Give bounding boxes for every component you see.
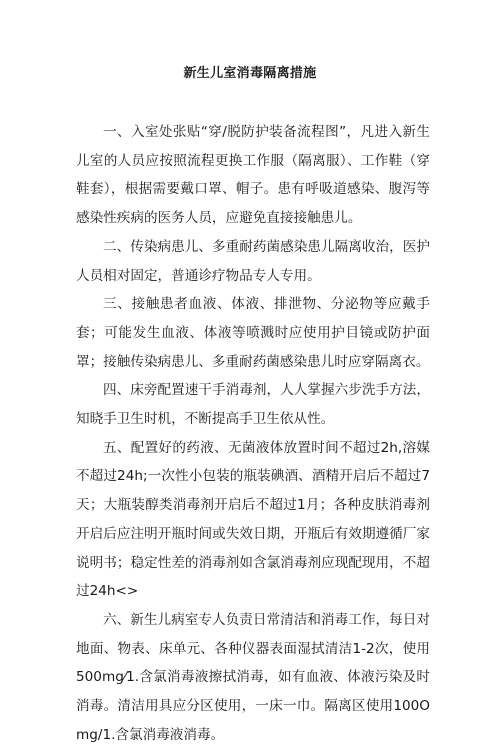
paragraph-isolation: 二、传染病患儿、多重耐药菌感染患儿隔离收治，医护人员相对固定，普通诊疗物品专人专用。 xyxy=(76,238,430,284)
paragraph-entry-gowning: 一、入室处张贴“穿/脱防护装备流程图”，凡进入新生儿室的人员应按照流程更换工作服（隔离服）、工作鞋（穿鞋套），根据需要戴口罩、帽子。患有呼吸道感染、腹泻等感染性疾病的医务人员，应避免直接接触患儿。 xyxy=(76,124,430,227)
document-title: 新生儿室消毒隔离措施 xyxy=(183,66,317,81)
document-body xyxy=(76,118,430,749)
paragraph-contact-protection: 三、接触患者血液、体液、排泄物、分泌物等应戴手套；可能发生血液、体液等喷溅时应使用护目镜或防护面罩；接触传染病患儿、多重耐药菌感染患儿时应穿隔离衣。 xyxy=(76,296,430,370)
paragraph-cleaning: 六、新生儿病室专人负责日常清洁和消毒工作，每日对地面、物表、床单元、各种仪器表面湿拭清洁1-2次，使用500mg⁄1.含氯消毒液擦拭消毒，如有血液、体液污染及时消毒。清洁用具应分区使用，一床一巾。隔离区使用100Omg/1.含氯消毒液消毒。 xyxy=(76,611,430,743)
paragraph-hand-hygiene: 四、床旁配置速干手消毒剂，人人掌握六步洗手方法，知晓手卫生时机，不断提高手卫生依从性。 xyxy=(76,382,430,428)
paragraph-disinfectant-shelf-life: 五、配置好的药液、无菌液体放置时间不超过2h,溶媒不超过24h;一次性小包装的瓶装碘酒、酒精开启后不超过7天；大瓶装醇类消毒剂开启后不超过1月；各种皮肤消毒剂开启后应注明开瓶时间或失效日期，开瓶后有效期遵循厂家说明书；稳定性差的消毒剂如含氯消毒剂应现配现用，不超过24h<> xyxy=(76,439,430,600)
